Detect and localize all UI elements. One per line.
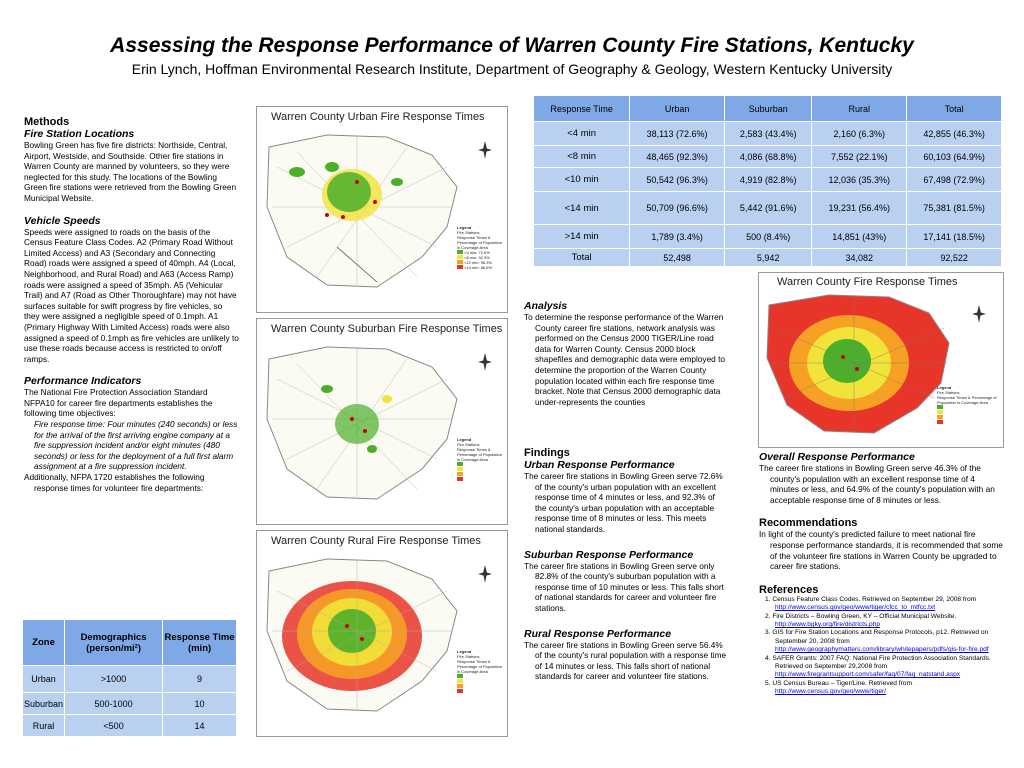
urban-performance-heading: Urban Response Performance xyxy=(524,459,675,471)
reference-link[interactable]: http://www.firegrantsupport.com/safer/faq/07/faq_natstand.aspx xyxy=(775,671,961,679)
response-time-header: Response Time (min) xyxy=(163,620,237,666)
table-cell: >14 min xyxy=(534,225,630,249)
table-cell: Suburban xyxy=(23,693,65,715)
overall-text: The career fire stations in Bowling Green serve 46.3% of the county's population with an excellent response time of 4 minutes or less, and 64.9% of the county's population with an acceptable response time of 8 minutes or less. xyxy=(759,463,995,505)
fire-stations-text: Bowling Green has five fire districts: Northside, Central, Airport, Westside, and Southside. Other fire stations in Warren County are manned by volunteers, so they were neglected for this study. The locations of the Bowling Green fire stations were retrieved from the Bowling Green Municipal Website. xyxy=(24,140,237,203)
urban-map xyxy=(256,106,508,313)
demographics-header: Demographics (person/mi²) xyxy=(65,620,163,666)
compass-rose xyxy=(475,135,495,165)
table-cell: 50,542 (96.3%) xyxy=(630,168,725,192)
county-map xyxy=(758,272,1004,448)
table-row xyxy=(534,192,1002,225)
table-cell: 14 xyxy=(163,715,237,737)
urban-performance-text: The career fire stations in Bowling Green serve 72.6% of the county's urban population with an excellent response time of 4 minutes or less, and 92.3% of the county's urban population with an acceptable response time of 8 minutes or less. This meets national standards. xyxy=(524,471,723,534)
table-row xyxy=(534,122,1002,146)
rural-header: Rural xyxy=(812,96,907,122)
urban-map-title: Warren County Urban Fire Response Times xyxy=(271,111,485,123)
analysis-section xyxy=(524,300,727,407)
table-cell: 500-1000 xyxy=(65,693,163,715)
rural-map-legend: Legend Fire Stations Response Times & Percentage of Population in Coverage Area xyxy=(457,649,505,694)
table-cell: 9 xyxy=(163,666,237,693)
table-cell: 34,082 xyxy=(812,249,907,267)
response-table xyxy=(533,95,1002,267)
suburban-map-graphic xyxy=(257,319,507,524)
zone-table xyxy=(22,619,237,737)
table-cell: <8 min xyxy=(534,146,630,168)
reference-link[interactable]: http://www.census.gov/geo/www/tiger/ xyxy=(775,688,887,696)
suburban-header: Suburban xyxy=(724,96,811,122)
table-row xyxy=(23,693,237,715)
table-cell: 52,498 xyxy=(630,249,725,267)
table-row xyxy=(534,249,1002,267)
methods-heading: Methods xyxy=(24,116,70,128)
references-list xyxy=(759,596,1004,697)
compass-rose xyxy=(475,347,495,377)
table-cell: 500 (8.4%) xyxy=(724,225,811,249)
compass-rose xyxy=(475,559,495,589)
suburban-map xyxy=(256,318,508,525)
poster-title: Assessing the Response Performance of Warren County Fire Stations, Kentucky xyxy=(110,34,914,57)
table-cell: 67,498 (72.9%) xyxy=(907,168,1002,192)
table-cell: 17,141 (18.5%) xyxy=(907,225,1002,249)
rural-map-title: Warren County Rural Fire Response Times xyxy=(271,535,481,547)
county-map-legend: Legend Fire Stations Response Times & Percentage of Population in Coverage Area xyxy=(937,385,997,425)
table-cell: >1000 xyxy=(65,666,163,693)
table-cell: 10 xyxy=(163,693,237,715)
suburban-map-legend: Legend Fire Stations Response Times & Percentage of Population in Coverage Area xyxy=(457,437,505,482)
table-cell: 5,442 (91.6%) xyxy=(724,192,811,225)
table-cell: <14 min xyxy=(534,192,630,225)
table-cell: Urban xyxy=(23,666,65,693)
suburban-map-title: Warren County Suburban Fire Response Times xyxy=(271,323,503,335)
response-time-header: Response Time xyxy=(534,96,630,122)
table-row xyxy=(534,146,1002,168)
rural-map xyxy=(256,530,508,737)
analysis-text: To determine the response performance of the Warren County career fire stations, network analysis was performed on the Census 2000 TIGER/Line road data for Warren County. Census 2000 block shapefiles and demographic data were employed to determine the proportion of the Warren County population located within each fire response time bracket. Note that Census 2000 demographic data under-represents the counties xyxy=(524,312,726,407)
table-cell: 4,919 (82.8%) xyxy=(724,168,811,192)
table-cell: 60,103 (64.9%) xyxy=(907,146,1002,168)
overall-heading: Overall Response Performance xyxy=(759,451,915,463)
suburban-performance-heading: Suburban Response Performance xyxy=(524,548,694,561)
table-cell: Total xyxy=(534,249,630,267)
references-heading: References xyxy=(759,583,819,596)
reference-item: 4. SAFER Grants: 2007 FAQ: National Fire Protection Association Standards. Retrieved on September 29,2008 from http://www.firegrantsupport.com/safer/faq/07/faq_natstand.aspx xyxy=(765,654,991,679)
reference-item: 3. GIS for Fire Station Locations and Response Protocols, p12. Retrieved on September 20, 2008 from http://www.geographymatters.com/library/whitepapers/pdfs/gis-for-fire.pdf xyxy=(765,629,989,654)
table-row xyxy=(534,225,1002,249)
table-cell: 50,709 (96.6%) xyxy=(630,192,725,225)
analysis-heading: Analysis xyxy=(524,300,568,312)
performance-after: Additionally, NFPA 1720 establishes the following response times for volunteer fire departments: xyxy=(24,472,205,493)
table-cell: 38,113 (72.6%) xyxy=(630,122,725,146)
table-cell: 4,086 (68.8%) xyxy=(724,146,811,168)
rural-map-graphic xyxy=(257,531,507,736)
performance-text: The National Fire Protection Association Standard NFPA10 for career fire departments establishes the following time objectives: xyxy=(24,387,213,419)
overall-section xyxy=(759,451,1004,697)
rural-performance-text: The career fire stations in Bowling Green serve 56.4% of the county's rural population with a response time of 14 minutes or less. This falls short of national standards for career and volunteer fire stations. xyxy=(524,639,727,682)
performance-quote: Fire response time: Four minutes (240 seconds) or less for the arrival of the first arriving engine company at a fire suppression incident and/or eight minutes (480 seconds) or less for the deployment of a full first alarm assignment at a fire suppression incident. xyxy=(34,419,238,472)
vehicle-speeds-heading: Vehicle Speeds xyxy=(24,214,101,227)
reference-link[interactable]: http://www.bgky.org/fire/districts.php xyxy=(775,620,881,628)
recommendations-heading: Recommendations xyxy=(759,517,858,530)
table-cell: 19,231 (56.4%) xyxy=(812,192,907,225)
reference-item: 5. US Census Bureau – Tiger/Line. Retrieved from http://www.census.gov/geo/www/tiger/ xyxy=(765,679,912,696)
table-cell: 2,160 (6.3%) xyxy=(812,122,907,146)
reference-link[interactable]: http://www.census.gov/geo/www/tiger/cfcc_to_mtfcc.txt xyxy=(775,604,936,612)
vehicle-speeds-text: Speeds were assigned to roads on the basis of the Census Feature Class Codes. A2 (Primary Road Without Limited Access) and A3 (Secondary and Connecting Road) roads were assigned a speed of 40mph. A4 (Local, Neighborhood, and Rural Road) and A63 (Access Ramp) roads were assigned a speed of 35mph. A5 (Vehicular Trail) and A7 (Road as Other Thoroughfare) may not have surfaces suitable for swift progress by fire vehicles, so they were assigned a negligible speed of 0.1mph. A1 (Primary Highway With Limited Access) roads were also assigned a speed of 0.1mph as fire vehicles are unlikely to use these roads because access is restricted to on/off ramps. xyxy=(24,226,239,364)
total-header: Total xyxy=(907,96,1002,122)
compass-rose xyxy=(969,299,989,329)
table-cell: <4 min xyxy=(534,122,630,146)
table-row xyxy=(23,666,237,693)
findings-heading: Findings xyxy=(524,447,570,459)
suburban-performance-text: The career fire stations in Bowling Green serve only 82.8% of the county's suburban population with a response time of 10 minutes or less. This falls short of national standards for career and volunteer fire stations. xyxy=(524,560,724,613)
table-cell: 2,583 (43.4%) xyxy=(724,122,811,146)
table-cell: Rural xyxy=(23,715,65,737)
methods-section xyxy=(24,116,239,493)
table-cell: 5,942 xyxy=(724,249,811,267)
table-cell: <500 xyxy=(65,715,163,737)
urban-map-graphic xyxy=(257,107,507,312)
table-cell: 12,036 (35.3%) xyxy=(812,168,907,192)
table-cell: 92,522 xyxy=(907,249,1002,267)
table-cell: <10 min xyxy=(534,168,630,192)
zone-header: Zone xyxy=(23,620,65,666)
recommendations-text: In light of the county's predicted failure to meet national fire response performance standards, it is recommended that some of the volunteer fire stations in Warren County be upgraded to career fire stations. xyxy=(759,529,1003,572)
county-map-title: Warren County Fire Response Times xyxy=(777,276,958,288)
urban-map-legend: Legend Fire Stations Response Times & Percentage of Population in Coverage Area <4 min: 72.6% <8 min: 92.3% <10 min: 96.3% <14 min: 96.6% xyxy=(457,225,502,270)
table-row xyxy=(534,168,1002,192)
table-cell: 42,855 (46.3%) xyxy=(907,122,1002,146)
table-cell: 7,552 (22.1%) xyxy=(812,146,907,168)
reference-item: 1. Census Feature Class Codes. Retrieved on September 29, 2008 from http://www.census.gov/geo/www/tiger/cfcc_to_mtfcc.txt xyxy=(765,595,977,612)
poster-authors: Erin Lynch, Hoffman Environmental Research Institute, Department of Geography & Geology, Western Kentucky University xyxy=(131,61,893,77)
reference-item: 2. Fire Districts – Bowling Green, KY – Official Municipal Website. http://www.bgky.org/fire/districts.php xyxy=(765,612,957,628)
findings-section xyxy=(524,447,727,682)
table-row xyxy=(23,715,237,737)
fire-stations-heading: Fire Station Locations xyxy=(24,128,135,140)
table-cell: 48,465 (92.3%) xyxy=(630,146,725,168)
table-cell: 1,789 (3.4%) xyxy=(630,225,725,249)
performance-heading: Performance Indicators xyxy=(24,375,142,388)
urban-header: Urban xyxy=(630,96,725,122)
rural-performance-heading: Rural Response Performance xyxy=(524,627,672,640)
table-cell: 14,851 (43%) xyxy=(812,225,907,249)
reference-link[interactable]: http://www.geographymatters.com/library/whitepapers/pdfs/gis-for-fire.pdf xyxy=(775,646,989,654)
table-cell: 75,381 (81.5%) xyxy=(907,192,1002,225)
